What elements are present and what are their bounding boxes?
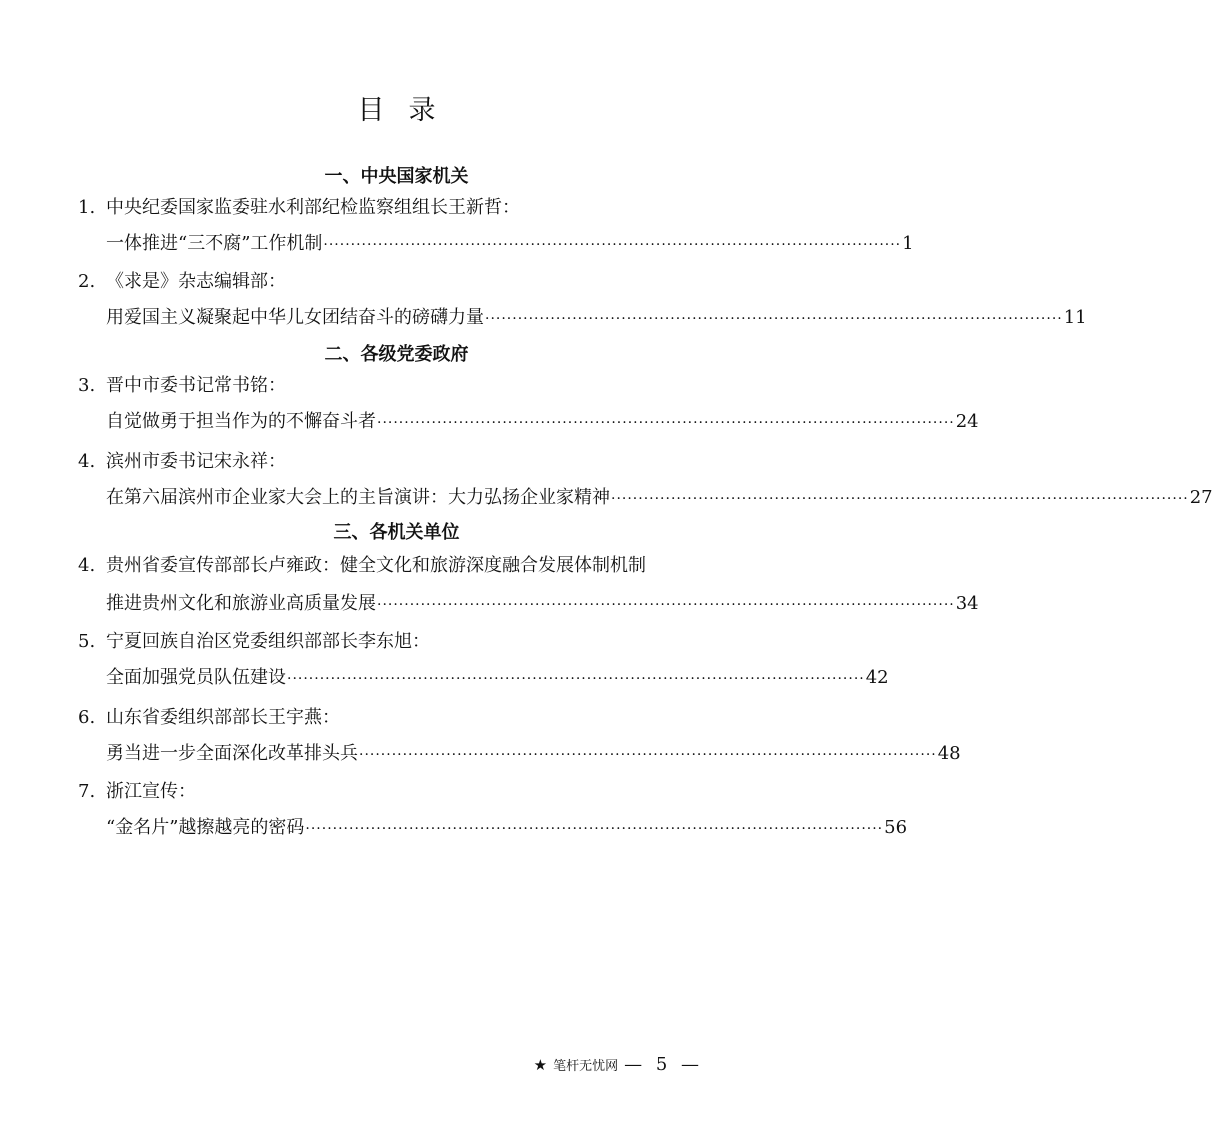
toc-entry-link[interactable] [106, 592, 979, 616]
entry-page: 1 [902, 233, 914, 254]
entry-author: 《求是》杂志编辑部： [106, 271, 286, 292]
toc-author-line [78, 630, 718, 654]
entry-number: 5. [78, 631, 96, 652]
toc-entry-link[interactable] [106, 232, 914, 256]
entry-number: 7. [78, 781, 96, 802]
entry-author: 晋中市委书记常书铭： [106, 375, 286, 396]
section-heading: 一、中央国家机关 [324, 166, 469, 187]
entry-author: 滨州市委书记宋永祥： [106, 451, 286, 472]
section-heading: 二、各级党委政府 [324, 344, 469, 365]
toc-entry-link[interactable] [106, 306, 1087, 330]
entry-page: 11 [1063, 307, 1087, 328]
entry-page: 56 [884, 817, 908, 838]
entry-number: 6. [78, 707, 96, 728]
toc-author-line [78, 270, 718, 294]
toc-author-line [78, 196, 718, 220]
toc-entry-link[interactable] [106, 816, 908, 840]
leader-dots: ·········································································································· [323, 237, 902, 253]
footer-site-name: 笔杆无忧网 [553, 1059, 619, 1074]
entry-page: 42 [865, 667, 889, 688]
entry-title: 全面加强党员队伍建设 [106, 667, 286, 688]
entry-number: 3. [78, 375, 96, 396]
entry-title: “金名片”越擦越亮的密码 [106, 817, 305, 838]
entry-author: 山东省委组织部部长王宇燕： [106, 707, 340, 728]
toc-author-line [78, 374, 718, 398]
entry-number: 2. [78, 271, 96, 292]
toc-author-line [78, 706, 718, 730]
toc-author-line [78, 450, 718, 474]
toc-entry-link[interactable] [106, 742, 961, 766]
entry-title: 勇当进一步全面深化改革排头兵 [106, 743, 358, 764]
leader-dots: ·········································································································· [611, 491, 1189, 507]
leader-dots: ·········································································································· [287, 671, 865, 687]
entry-author: 浙江宣传： [106, 781, 196, 802]
toc-entry-link[interactable] [106, 486, 1213, 510]
star-icon: ★ [533, 1055, 548, 1074]
page-title: 目录 [357, 95, 460, 126]
leader-dots: ·········································································································· [359, 747, 937, 763]
entry-number: 4. [78, 555, 96, 576]
entry-title: 用爱国主义凝聚起中华儿女团结奋斗的磅礴力量 [106, 307, 484, 328]
leader-dots: ·········································································································· [485, 311, 1063, 327]
leader-dots: ·········································································································· [377, 597, 955, 613]
toc-author-line [78, 554, 718, 578]
entry-page: 24 [955, 411, 979, 432]
footer-page-number: — 5 — [624, 1054, 703, 1075]
entry-title: 推进贵州文化和旅游业高质量发展 [106, 593, 376, 614]
entry-page: 48 [937, 743, 961, 764]
entry-title: 一体推进“三不腐”工作机制 [106, 233, 323, 254]
entry-title: 自觉做勇于担当作为的不懈奋斗者 [106, 411, 376, 432]
entry-title: 在第六届滨州市企业家大会上的主旨演讲：大力弘扬企业家精神 [106, 487, 610, 508]
leader-dots: ·········································································································· [305, 821, 884, 837]
entry-author: 贵州省委宣传部部长卢雍政：健全文化和旅游深度融合发展体制机制 [106, 555, 646, 576]
entry-author: 中央纪委国家监委驻水利部纪检监察组组长王新哲： [106, 197, 520, 218]
entry-page: 27 [1189, 487, 1213, 508]
entry-number: 1. [78, 197, 96, 218]
toc-entry-link[interactable] [106, 410, 979, 434]
entry-page: 34 [955, 593, 979, 614]
entry-number: 4. [78, 451, 96, 472]
leader-dots: ·········································································································· [377, 415, 955, 431]
toc-author-line [78, 780, 718, 804]
section-heading: 三、各机关单位 [333, 522, 460, 543]
page-footer [534, 1054, 703, 1075]
toc-entry-link[interactable] [106, 666, 889, 690]
entry-author: 宁夏回族自治区党委组织部部长李东旭： [106, 631, 430, 652]
